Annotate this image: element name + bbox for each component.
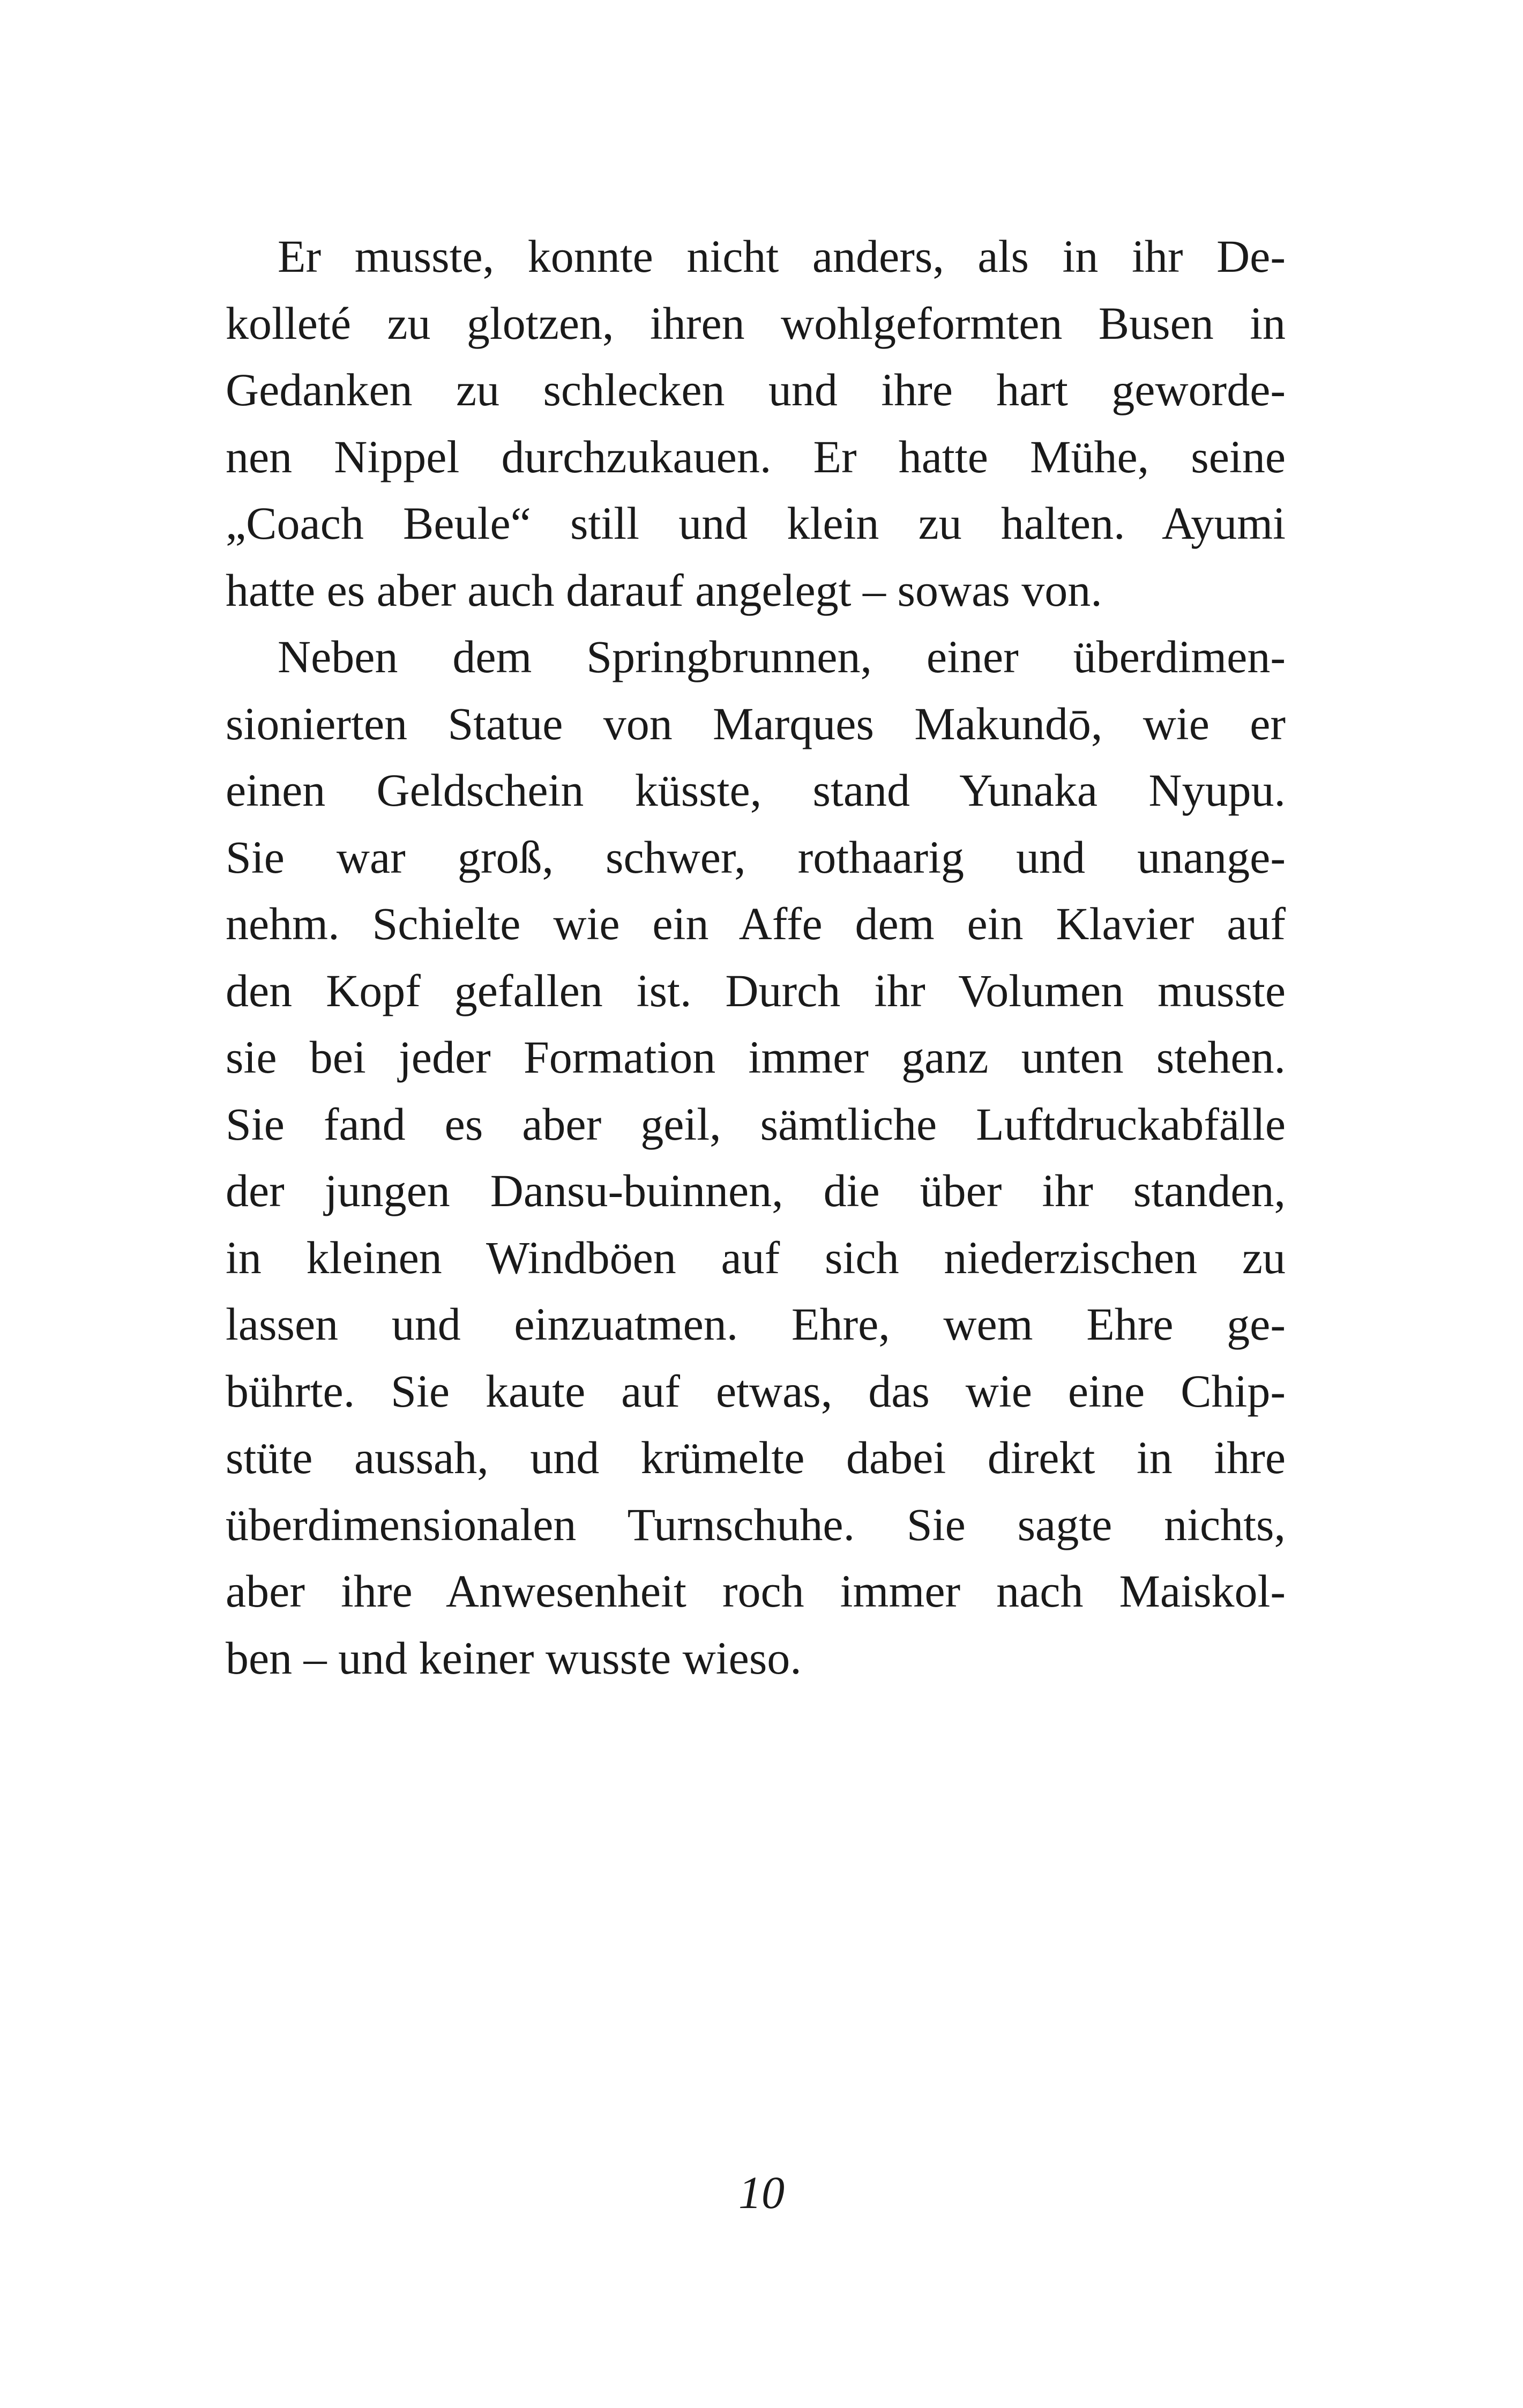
- text-line: Gedanken zu schlecken und ihre hart geworde-: [226, 364, 1286, 415]
- body-text: [226, 223, 1286, 1691]
- text-line: Sie fand es aber geil, sämtliche Luftdruckabfälle: [226, 1098, 1286, 1150]
- text-line: Sie war groß, schwer, rothaarig und unange-: [226, 831, 1286, 883]
- text-line: stüte aussah, und krümelte dabei direkt in ihre: [226, 1432, 1286, 1483]
- text-line: nen Nippel durchzukauen. Er hatte Mühe, seine: [226, 430, 1286, 482]
- text-line: Er musste, konnte nicht anders, als in ihr De-: [278, 231, 1286, 282]
- text-line: der jungen Dansu-buinnen, die über ihr standen,: [226, 1165, 1286, 1216]
- text-line: nehm. Schielte wie ein Affe dem ein Klavier auf: [226, 898, 1286, 949]
- text-line: in kleinen Windböen auf sich niederzischen zu: [226, 1231, 1286, 1283]
- text-line: hatte es aber auch darauf angelegt – sowas von.: [226, 564, 1102, 616]
- text-line: Neben dem Springbrunnen, einer überdimen-: [278, 631, 1286, 682]
- text-line: ben – und keiner wusste wieso.: [226, 1632, 802, 1684]
- text-line: aber ihre Anwesenheit roch immer nach Maiskol-: [226, 1565, 1286, 1617]
- page-number: 10: [738, 2167, 785, 2218]
- text-line: „Coach Beule“ still und klein zu halten. Ayumi: [226, 497, 1286, 549]
- text-line: sie bei jeder Formation immer ganz unten stehen.: [226, 1031, 1286, 1083]
- text-line: lassen und einzuatmen. Ehre, wem Ehre ge-: [226, 1298, 1286, 1350]
- text-line: den Kopf gefallen ist. Durch ihr Volumen musste: [226, 964, 1286, 1016]
- text-line: einen Geldschein küsste, stand Yunaka Nyupu.: [226, 764, 1286, 816]
- text-line: kolleté zu glotzen, ihren wohlgeformten Busen in: [226, 297, 1286, 349]
- text-line: überdimensionalen Turnschuhe. Sie sagte nichts,: [226, 1498, 1286, 1550]
- text-line: sionierten Statue von Marques Makundō, wie er: [226, 697, 1286, 749]
- text-line: bührte. Sie kaute auf etwas, das wie eine Chip-: [226, 1365, 1286, 1417]
